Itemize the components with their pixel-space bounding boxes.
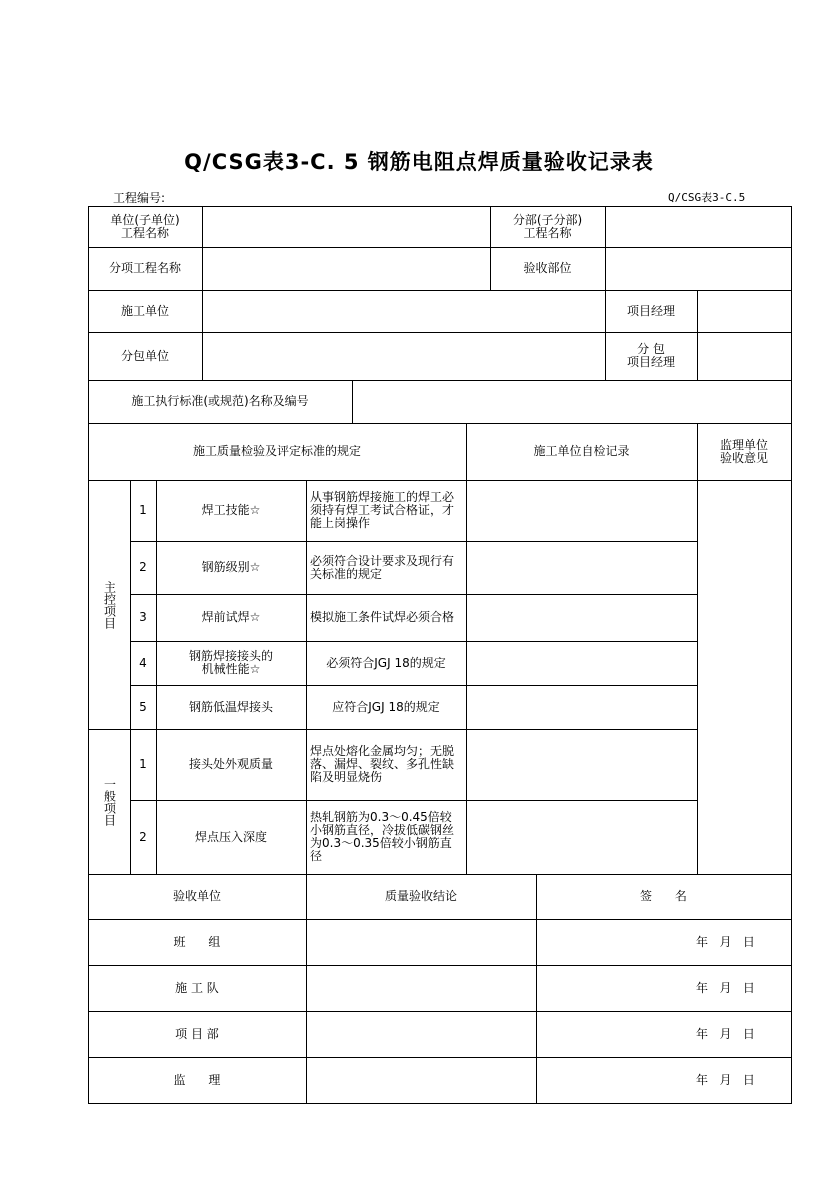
self-check-header: 施工单位自检记录: [533, 444, 630, 458]
subcontract-unit-label: 分包单位: [120, 348, 169, 363]
acceptance-unit-header: 验收单位: [172, 889, 221, 903]
acceptance-row-crew: 施 工 队: [175, 980, 219, 995]
acceptance-row-supervision: 监 理: [173, 1072, 221, 1087]
form-code: Q/CSG表3-C.5: [668, 191, 746, 204]
general-item-no: 1: [139, 757, 147, 771]
acceptance-row-date: 年 月 日: [696, 934, 755, 949]
general-item-name: 接头处外观质量: [188, 757, 273, 771]
main-item-rule: 必须符合设计要求及现行有关标准的规定: [310, 553, 455, 581]
acceptance-row-project-dept: 项 目 部: [175, 1026, 219, 1041]
main-item-no: 3: [139, 610, 147, 624]
page-title: Q/CSG表3-C. 5 钢筋电阻点焊质量验收记录表: [184, 150, 654, 174]
main-control-label-text: 主控项目: [102, 580, 117, 629]
main-item-name: 钢筋级别☆: [201, 560, 261, 574]
unit-project-label: 单位(子单位) 工程名称: [110, 212, 180, 240]
general-item-no: 2: [139, 829, 147, 844]
main-item-no: 1: [139, 503, 147, 517]
general-item-name: 焊点压入深度: [194, 829, 267, 844]
division-project-label: 分部(子分部) 工程名称: [512, 212, 583, 240]
supervision-header: 监理单位 验收意见: [719, 437, 768, 465]
main-item-no: 5: [139, 699, 147, 714]
acceptance-row-date: 年 月 日: [696, 980, 755, 995]
main-control-label: [88, 480, 130, 729]
main-item-name: 焊前试焊☆: [201, 610, 261, 624]
subitem-project-label: 分项工程名称: [108, 261, 181, 275]
construction-unit-label: 施工单位: [120, 303, 169, 318]
acceptance-row-team: 班 组: [173, 934, 221, 949]
main-item-rule: 模拟施工条件试焊必须合格: [310, 610, 455, 624]
project-number-label: 工程编号:: [113, 191, 166, 205]
main-item-name: 钢筋焊接接头的 机械性能☆: [188, 649, 273, 676]
acceptance-row-date: 年 月 日: [696, 1072, 755, 1087]
general-label: [88, 729, 130, 874]
main-item-name: 焊工技能☆: [201, 503, 261, 517]
quality-rules-header: 施工质量检验及评定标准的规定: [192, 444, 361, 458]
acceptance-conclusion-header: 质量验收结论: [384, 889, 457, 903]
acceptance-sign-header: 签 名: [640, 889, 687, 903]
main-item-no: 2: [139, 560, 147, 574]
main-item-rule: 应符合JGJ 18的规定: [332, 699, 440, 714]
main-item-rule: 必须符合JGJ 18的规定: [326, 655, 446, 670]
general-item-rule: 焊点处熔化金属均匀；无脱落、漏焊、裂纹、多孔性缺陷及明显烧伤: [310, 744, 455, 784]
acceptance-row-date: 年 月 日: [696, 1026, 755, 1041]
acceptance-part-label: 验收部位: [523, 261, 572, 275]
general-item-rule: 热轧钢筋为0.3～0.45倍较小钢筋直径，冷拔低碳钢丝为0.3～0.35倍较小钢筋直径: [310, 810, 455, 863]
main-item-rule: 从事钢筋焊接施工的焊工必须持有焊工考试合格证，才能上岗操作: [310, 490, 455, 530]
project-manager-label: 项目经理: [626, 303, 675, 318]
main-item-name: 钢筋低温焊接头: [188, 699, 273, 714]
main-item-no: 4: [139, 655, 147, 670]
standard-name-label: 施工执行标准(或规范)名称及编号: [131, 394, 309, 408]
general-label-text: 一般项目: [102, 777, 117, 826]
subcontract-manager-label: 分 包 项目经理: [626, 342, 675, 369]
